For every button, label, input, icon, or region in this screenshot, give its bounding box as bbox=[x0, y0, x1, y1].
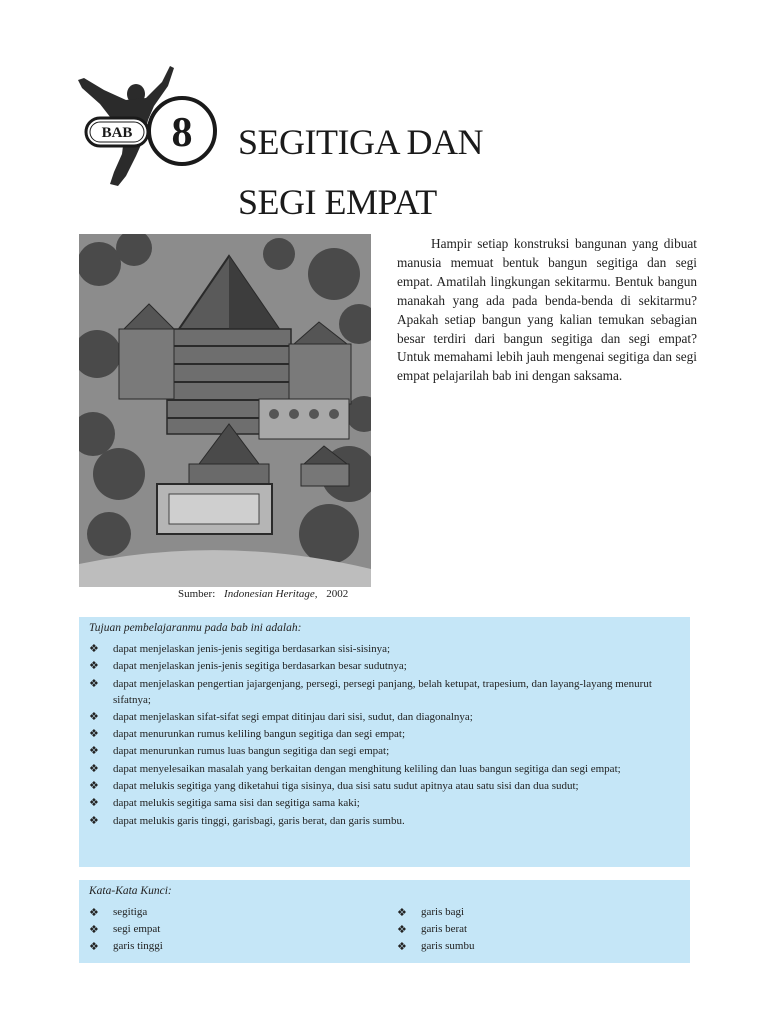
list-item: ❖ dapat menjelaskan pengertian jajargenjang, persegi, persegi panjang, belah ketupat, trapesium, dan layang-layang menurut sifatnya; bbox=[89, 676, 652, 706]
diamond-bullet-icon: ❖ bbox=[397, 923, 407, 936]
chapter-emblem bbox=[74, 60, 234, 195]
diamond-bullet-icon: ❖ bbox=[397, 906, 407, 919]
diamond-bullet-icon: ❖ bbox=[89, 923, 99, 936]
chapter-number: 8 bbox=[171, 110, 193, 156]
caption-prefix: Sumber: bbox=[178, 588, 216, 600]
list-item: ❖ segitiga bbox=[89, 906, 148, 919]
list-item: ❖ dapat menurunkan rumus luas bangun segitiga dan segi empat; bbox=[89, 744, 390, 758]
diamond-bullet-icon: ❖ bbox=[89, 940, 99, 953]
list-item: ❖ segi empat bbox=[89, 923, 161, 936]
bab-label: BAB bbox=[101, 125, 133, 141]
diamond-bullet-icon: ❖ bbox=[89, 906, 99, 919]
list-item: ❖ dapat melukis segitiga sama sisi dan segitiga sama kaki; bbox=[89, 796, 360, 810]
diamond-bullet-icon: ❖ bbox=[89, 779, 99, 793]
diamond-bullet-icon: ❖ bbox=[89, 796, 99, 810]
building-photo bbox=[79, 234, 371, 587]
list-item: ❖ dapat menjelaskan jenis-jenis segitiga berdasarkan besar sudutnya; bbox=[89, 659, 407, 673]
caption-year: 2002 bbox=[326, 588, 349, 600]
learning-goals-list bbox=[89, 641, 679, 830]
diamond-bullet-icon: ❖ bbox=[89, 727, 99, 741]
list-item: ❖ dapat menyelesaikan masalah yang berkaitan dengan menghitung keliling dan luas bangun segitiga dan segi empat; bbox=[89, 761, 621, 775]
list-item: ❖ garis tinggi bbox=[89, 940, 163, 953]
keywords-heading: Kata-Kata Kunci: bbox=[89, 885, 172, 897]
list-item: ❖ dapat melukis garis tinggi, garisbagi, garis berat, dan garis sumbu. bbox=[89, 813, 405, 827]
keywords-box bbox=[79, 880, 690, 963]
learning-goals-box bbox=[79, 617, 690, 867]
chapter-title-line1: SEGITIGA DAN bbox=[238, 122, 483, 162]
chapter-title bbox=[238, 112, 483, 232]
photo-caption bbox=[178, 588, 348, 600]
diamond-bullet-icon: ❖ bbox=[89, 761, 99, 775]
keywords-right-column bbox=[397, 904, 474, 955]
list-item: ❖ dapat menurunkan rumus keliling bangun segitiga dan segi empat; bbox=[89, 727, 406, 741]
keywords-left-column bbox=[89, 904, 163, 955]
list-item: ❖ garis sumbu bbox=[397, 940, 475, 953]
chapter-title-line2: SEGI EMPAT bbox=[238, 182, 437, 222]
caption-source: Indonesian Heritage, bbox=[224, 588, 318, 600]
diamond-bullet-icon: ❖ bbox=[89, 642, 99, 655]
diamond-bullet-icon: ❖ bbox=[397, 940, 407, 953]
diamond-bullet-icon: ❖ bbox=[89, 676, 99, 690]
list-item: ❖ dapat menjelaskan sifat-sifat segi empat ditinjau dari sisi, sudut, dan diagonalnya; bbox=[89, 709, 473, 723]
jumping-figure-icon bbox=[74, 60, 234, 195]
list-item: ❖ dapat menjelaskan jenis-jenis segitiga berdasarkan sisi-sisinya; bbox=[89, 642, 391, 655]
list-item: ❖ dapat melukis segitiga yang diketahui tiga sisinya, dua sisi satu sudut apitnya atau satu sisi dan dua sudut; bbox=[89, 779, 579, 793]
diamond-bullet-icon: ❖ bbox=[89, 659, 99, 673]
diamond-bullet-icon: ❖ bbox=[89, 744, 99, 758]
diamond-bullet-icon: ❖ bbox=[89, 709, 99, 723]
intro-paragraph: Hampir setiap konstruksi bangunan yang dibuat manusia memuat bentuk bangun segitiga dan segi empat. Amatilah lingkungan sekitarmu. Bentuk bangun manakah yang ada pada benda-benda di sekitarmu? Apakah setiap bangun yang kalian temukan sebagian besar terdiri dari bangun segitiga dan segi empat? Untuk memahami lebih jauh mengenai segitiga dan segi empat pelajarilah bab ini dengan saksama. bbox=[397, 236, 697, 384]
list-item: ❖ garis berat bbox=[397, 923, 468, 936]
diamond-bullet-icon: ❖ bbox=[89, 813, 99, 827]
list-item: ❖ garis bagi bbox=[397, 906, 465, 919]
aerial-building-image bbox=[79, 234, 371, 587]
learning-goals-heading: Tujuan pembelajaranmu pada bab ini adalah: bbox=[89, 622, 302, 634]
